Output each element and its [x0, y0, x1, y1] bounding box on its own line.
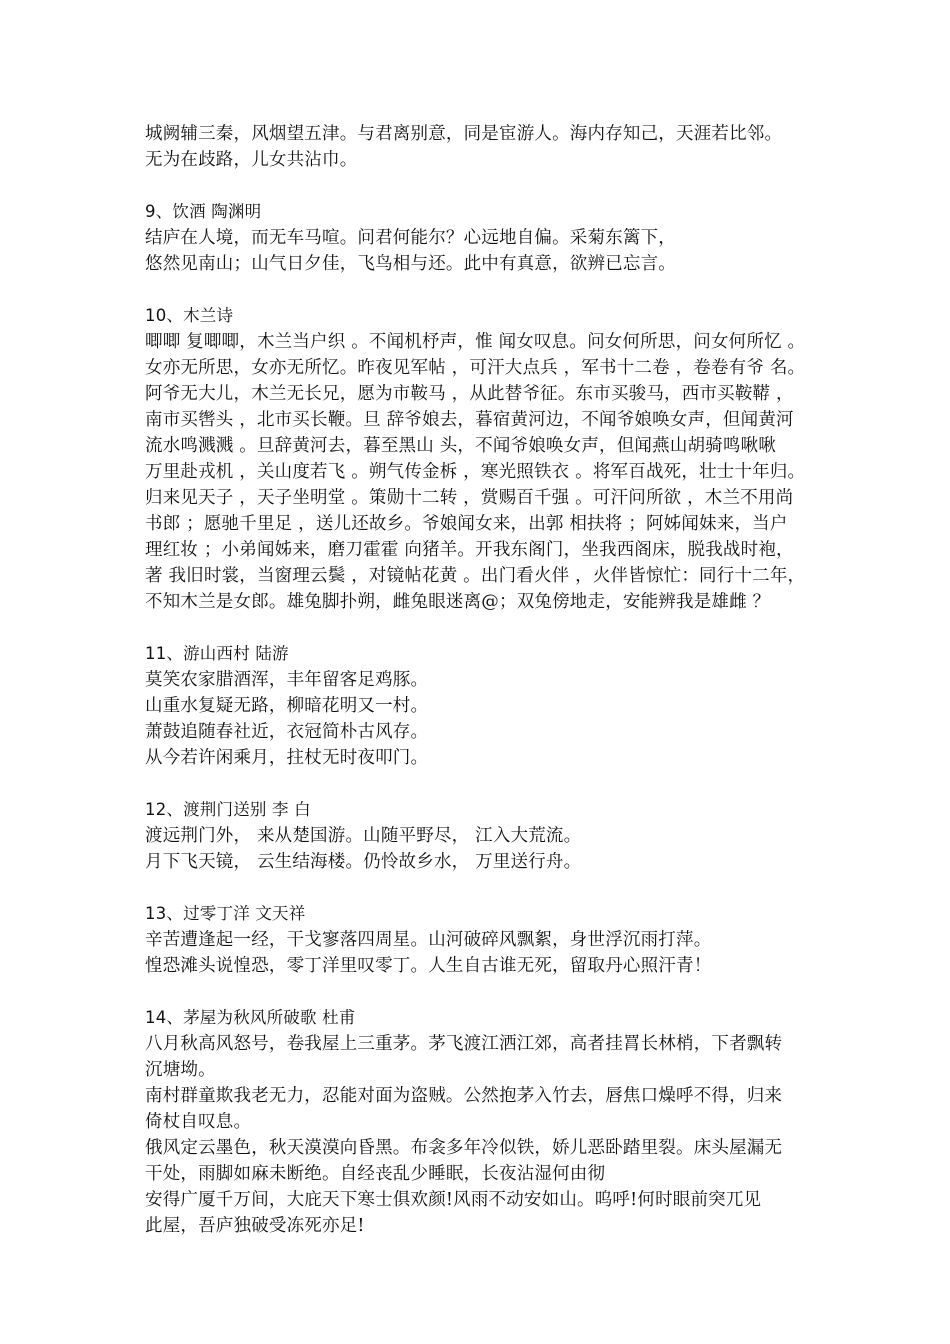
text-line: 女亦无所思，女亦无所忆。昨夜见军帖 ，可汗大点兵 ，军书十二卷 ，卷卷有爷 名。 [145, 358, 806, 378]
text-line: 山重水复疑无路，柳暗花明又一村。 [145, 696, 429, 716]
poem-title: 9、饮酒 陶渊明 [145, 202, 262, 221]
text-line: 沉塘坳。 [145, 1060, 216, 1080]
text-line: 倚杖自叹息。 [145, 1112, 252, 1132]
text-line: 著 我旧时裳，当窗理云鬓 ，对镜帖花黄 。出门看火伴 ，火伴皆惊忙：同行十二年， [145, 566, 806, 586]
text-line: 流水鸣溅溅 。旦辞黄河去，暮至黑山 头，不闻爷娘唤女声，但闻燕山胡骑鸣啾啾 [145, 436, 777, 456]
text-line: 俄风定云墨色，秋天漠漠向昏黑。布衾多年冷似铁，娇儿恶卧踏里裂。床头屋漏无 [145, 1138, 783, 1158]
text-line: 唧唧 复唧唧，木兰当户织 。不闻机杼声，惟 闻女叹息。问女何所思，问女何所忆 。 [145, 332, 806, 352]
text-line: 阿爷无大儿，木兰无长兄，愿为市鞍马 ，从此替爷征。东市买骏马，西市买鞍鞯 ， [145, 384, 794, 404]
poem-title: 14、茅屋为秋风所破歌 杜甫 [145, 1008, 356, 1027]
poem-section-10 [145, 303, 835, 615]
poem-section-11 [145, 641, 835, 771]
document-page [145, 121, 835, 1239]
text-line: 结庐在人境，而无车马喧。问君何能尔？心远地自偏。采菊东篱下， [145, 228, 676, 248]
text-line: 萧鼓追随春社近，衣冠简朴古风存。 [145, 722, 429, 742]
text-line: 南村群童欺我老无力，忍能对面为盗贼。公然抱茅入竹去，唇焦口燥呼不得，归来 [145, 1086, 783, 1106]
intro-paragraph [145, 121, 835, 173]
text-line: 渡远荆门外， 来从楚国游。山随平野尽， 江入大荒流。 [145, 826, 582, 846]
poem-title: 13、过零丁洋 文天祥 [145, 904, 306, 923]
poem-section-12 [145, 797, 835, 875]
text-line: 从今若许闲乘月，拄杖无时夜叩门。 [145, 748, 429, 768]
poem-section-9 [145, 199, 835, 277]
poem-section-13 [145, 901, 835, 979]
text-line: 无为在歧路，儿女共沾巾。 [145, 150, 358, 170]
text-line: 不知木兰是女郎。雄兔脚扑朔，雌兔眼迷离@；双兔傍地走，安能辨我是雄雌 ？ [145, 592, 771, 612]
text-line: 月下飞天镜， 云生结海楼。仍怜故乡水， 万里送行舟。 [145, 852, 582, 872]
text-line: 此屋，吾庐独破受冻死亦足! [145, 1216, 365, 1236]
text-line: 万里赴戎机 ，关山度若飞 。朔气传金柝 ，寒光照铁衣 。将军百战死，壮士十年归。 [145, 462, 806, 482]
text-line: 惶恐滩头说惶恐，零丁洋里叹零丁。人生自古谁无死，留取丹心照汗青！ [145, 956, 712, 976]
poem-title: 10、木兰诗 [145, 306, 234, 325]
text-line: 南市买辔头 ，北市买长鞭。旦 辞爷娘去，暮宿黄河边，不闻爷娘唤女声，但闻黄河 [145, 410, 794, 430]
text-line: 辛苦遭逢起一经，干戈寥落四周星。山河破碎风飘絮，身世浮沉雨打萍。 [145, 930, 712, 950]
poem-section-14 [145, 1005, 835, 1239]
poem-title: 11、游山西村 陆游 [145, 644, 289, 663]
text-line: 安得广厦千万间，大庇天下寒士俱欢颜!风雨不动安如山。呜呼!何时眼前突兀见 [145, 1190, 762, 1210]
poem-title: 12、渡荆门送别 李 白 [145, 800, 311, 819]
text-line: 悠然见南山；山气日夕佳，飞鸟相与还。此中有真意，欲辨已忘言。 [145, 254, 676, 274]
text-line: 城阙辅三秦，风烟望五津。与君离别意，同是宦游人。海内存知己，天涯若比邻。 [145, 124, 783, 144]
text-line: 书郎 ；愿驰千里足 ，送儿还故乡。爷娘闻女来，出郭 相扶将 ；阿姊闻妹来，当户 [145, 514, 788, 534]
text-line: 干处，雨脚如麻未断绝。自经丧乱少睡眠，长夜沾湿何由彻 [145, 1164, 606, 1184]
text-line: 莫笑农家腊酒浑，丰年留客足鸡豚。 [145, 670, 429, 690]
text-line: 八月秋高风怒号，卷我屋上三重茅。茅飞渡江洒江郊，高者挂罥长林梢，下者飘转 [145, 1034, 783, 1054]
text-line: 理红妆 ；小弟闻姊来，磨刀霍霍 向猪羊。开我东阁门，坐我西阁床，脱我战时袍， [145, 540, 794, 560]
text-line: 归来见天子 ，天子坐明堂 。策勋十二转 ，赏赐百千强 。可汗问所欲 ，木兰不用尚 [145, 488, 794, 508]
